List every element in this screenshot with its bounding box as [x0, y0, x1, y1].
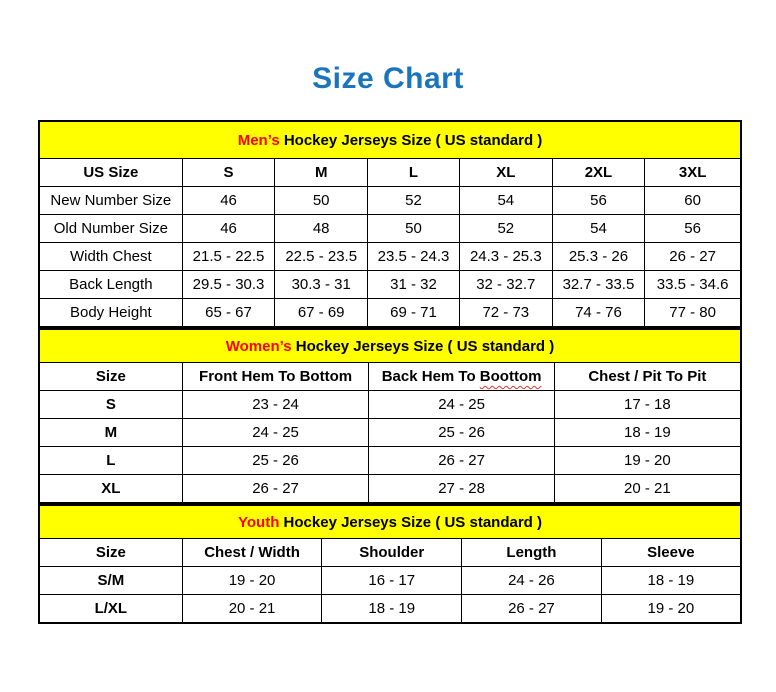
womens-value-cell: 25 - 26	[182, 447, 369, 475]
mens-row-label: Width Chest	[39, 243, 182, 271]
size-chart-tables	[38, 120, 742, 624]
womens-row-label: S	[39, 391, 182, 419]
womens-band-text: Hockey Jerseys Size ( US standard )	[291, 337, 555, 355]
mens-value-cell: 21.5 - 22.5	[182, 243, 275, 271]
misspelled-word: Boottom	[479, 368, 542, 385]
youth-table-row	[39, 595, 741, 624]
youth-band-text: Hockey Jerseys Size ( US standard )	[279, 513, 542, 531]
youth-value-cell: 18 - 19	[601, 567, 741, 595]
youth-value-cell: 19 - 20	[182, 567, 322, 595]
youth-column-header: Shoulder	[322, 539, 462, 567]
mens-value-cell: 23.5 - 24.3	[368, 243, 460, 271]
page-title: Size Chart	[312, 62, 464, 95]
mens-section-band	[39, 121, 741, 159]
mens-value-cell: 32.7 - 33.5	[552, 271, 645, 299]
womens-row-label: XL	[39, 475, 182, 504]
mens-column-header: L	[368, 159, 460, 187]
youth-value-cell: 16 - 17	[322, 567, 462, 595]
mens-value-cell: 56	[645, 215, 741, 243]
womens-table-row	[39, 391, 741, 419]
womens-column-header: Size	[39, 363, 182, 391]
mens-value-cell: 52	[368, 187, 460, 215]
mens-value-cell: 48	[275, 215, 368, 243]
mens-column-header: XL	[459, 159, 552, 187]
womens-value-cell: 27 - 28	[369, 475, 554, 504]
mens-column-header: M	[275, 159, 368, 187]
womens-value-cell: 20 - 21	[554, 475, 741, 504]
womens-value-cell: 23 - 24	[182, 391, 369, 419]
mens-value-cell: 67 - 69	[275, 299, 368, 328]
youth-value-cell: 24 - 26	[462, 567, 602, 595]
mens-value-cell: 50	[368, 215, 460, 243]
mens-table-row	[39, 215, 741, 243]
mens-row-label: New Number Size	[39, 187, 182, 215]
youth-column-header: Sleeve	[601, 539, 741, 567]
mens-value-cell: 24.3 - 25.3	[459, 243, 552, 271]
mens-table-row	[39, 299, 741, 328]
youth-table-row	[39, 567, 741, 595]
mens-value-cell: 32 - 32.7	[459, 271, 552, 299]
womens-value-cell: 26 - 27	[182, 475, 369, 504]
mens-value-cell: 54	[459, 187, 552, 215]
mens-value-cell: 25.3 - 26	[552, 243, 645, 271]
mens-column-header: S	[182, 159, 275, 187]
mens-value-cell: 54	[552, 215, 645, 243]
womens-value-cell: 18 - 19	[554, 419, 741, 447]
mens-value-cell: 46	[182, 187, 275, 215]
womens-section-band	[39, 329, 741, 363]
mens-row-label: Body Height	[39, 299, 182, 328]
womens-value-cell: 24 - 25	[369, 391, 554, 419]
womens-table-row	[39, 475, 741, 504]
womens-column-header: Back Hem To Boottom	[369, 363, 554, 391]
womens-value-cell: 24 - 25	[182, 419, 369, 447]
mens-row-label: Old Number Size	[39, 215, 182, 243]
mens-table-row	[39, 187, 741, 215]
youth-value-cell: 19 - 20	[601, 595, 741, 624]
womens-value-cell: 17 - 18	[554, 391, 741, 419]
mens-value-cell: 77 - 80	[645, 299, 741, 328]
youth-value-cell: 26 - 27	[462, 595, 602, 624]
mens-value-cell: 56	[552, 187, 645, 215]
mens-value-cell: 29.5 - 30.3	[182, 271, 275, 299]
womens-value-cell: 26 - 27	[369, 447, 554, 475]
mens-size-table	[38, 120, 742, 328]
mens-column-header: 2XL	[552, 159, 645, 187]
mens-value-cell: 69 - 71	[368, 299, 460, 328]
womens-row-label: M	[39, 419, 182, 447]
mens-row-label: Back Length	[39, 271, 182, 299]
youth-section-band	[39, 505, 741, 539]
womens-size-table	[38, 328, 742, 504]
mens-value-cell: 60	[645, 187, 741, 215]
mens-band-text: Hockey Jerseys Size ( US standard )	[279, 131, 543, 149]
mens-value-cell: 22.5 - 23.5	[275, 243, 368, 271]
youth-column-header: Length	[462, 539, 602, 567]
mens-column-header: US Size	[39, 159, 182, 187]
womens-value-cell: 25 - 26	[369, 419, 554, 447]
youth-column-header: Chest / Width	[182, 539, 322, 567]
womens-table-row	[39, 419, 741, 447]
mens-value-cell: 74 - 76	[552, 299, 645, 328]
womens-row-label: L	[39, 447, 182, 475]
mens-table-row	[39, 271, 741, 299]
mens-band-highlight: Men’s	[237, 131, 280, 149]
youth-row-label: L/XL	[39, 595, 182, 624]
mens-value-cell: 50	[275, 187, 368, 215]
youth-size-table	[38, 504, 742, 624]
mens-value-cell: 65 - 67	[182, 299, 275, 328]
mens-value-cell: 46	[182, 215, 275, 243]
mens-value-cell: 30.3 - 31	[275, 271, 368, 299]
womens-column-header: Front Hem To Bottom	[182, 363, 369, 391]
womens-table-row	[39, 447, 741, 475]
mens-value-cell: 72 - 73	[459, 299, 552, 328]
mens-table-row	[39, 243, 741, 271]
youth-column-header: Size	[39, 539, 182, 567]
womens-value-cell: 19 - 20	[554, 447, 741, 475]
mens-value-cell: 52	[459, 215, 552, 243]
youth-value-cell: 18 - 19	[322, 595, 462, 624]
mens-value-cell: 33.5 - 34.6	[645, 271, 741, 299]
mens-value-cell: 26 - 27	[645, 243, 741, 271]
youth-band-highlight: Youth	[238, 513, 280, 531]
youth-row-label: S/M	[39, 567, 182, 595]
womens-column-header: Chest / Pit To Pit	[554, 363, 741, 391]
womens-band-highlight: Women’s	[225, 337, 292, 355]
mens-column-header: 3XL	[645, 159, 741, 187]
youth-value-cell: 20 - 21	[182, 595, 322, 624]
mens-value-cell: 31 - 32	[368, 271, 460, 299]
